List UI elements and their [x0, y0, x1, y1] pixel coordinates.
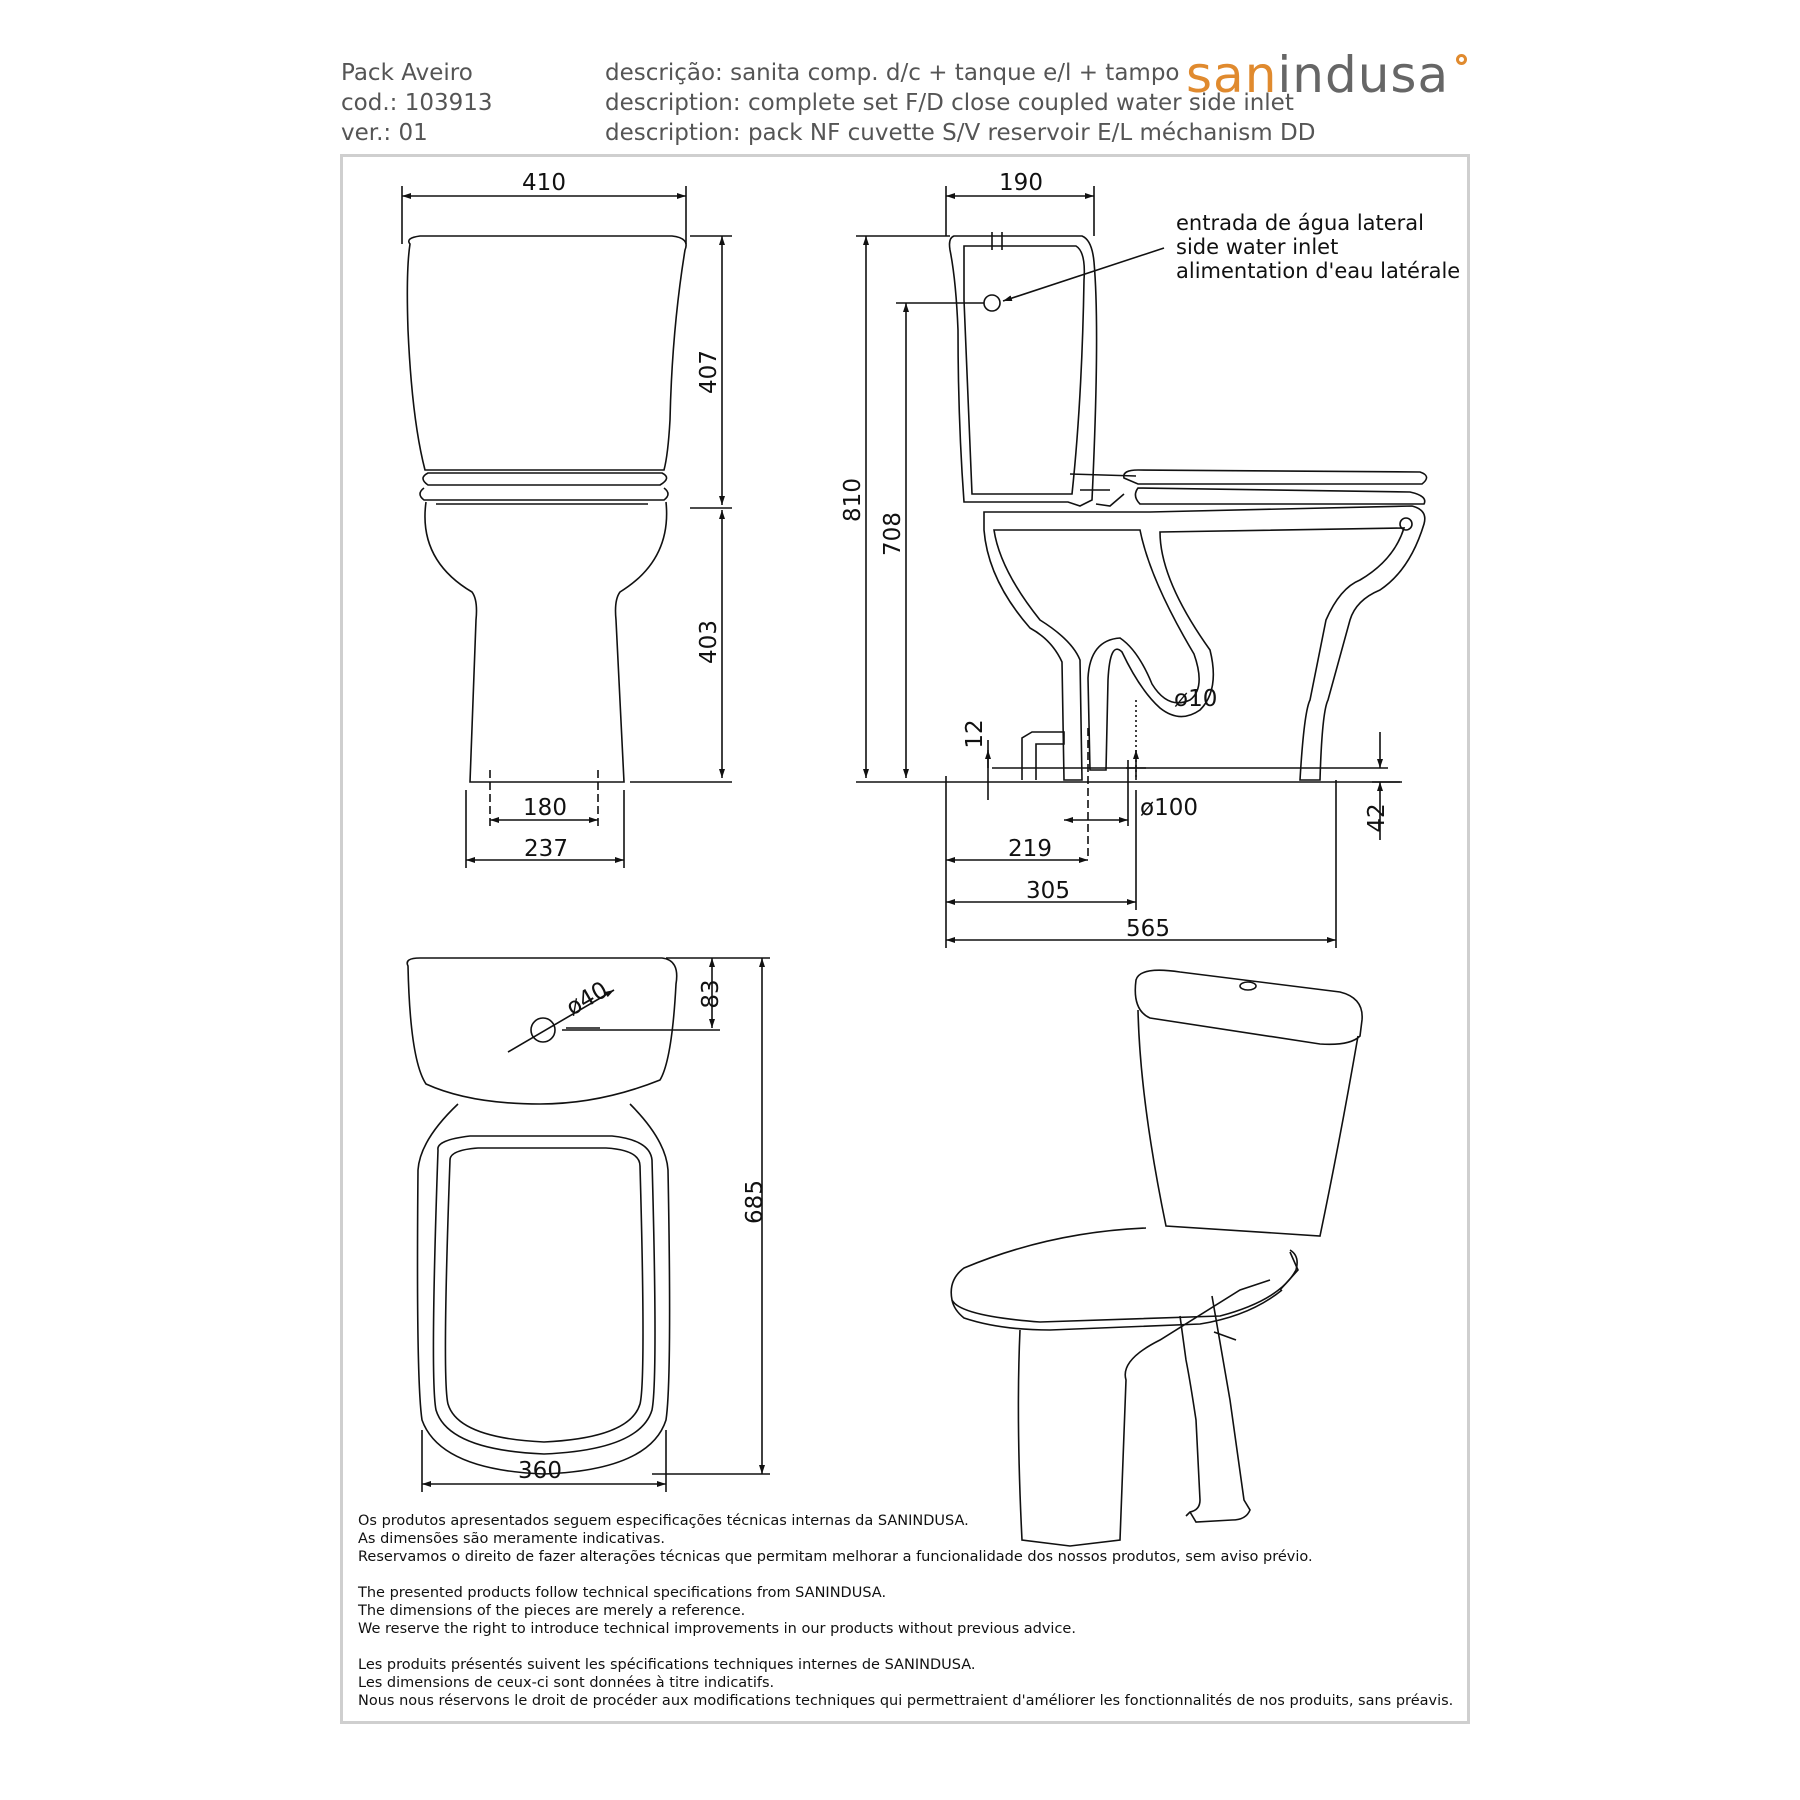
note-fr-3: Nous nous réservons le droit de procéder aux modifications techniques qui permettraient d'améliorer les fonctionnalités de nos produits, sans préavis. — [358, 1693, 1454, 1709]
note-pt-3: Reservamos o direito de fazer alterações técnicas que permitam melhorar a funcionalidade dos nossos produtos, sem aviso prévio. — [358, 1549, 1313, 1565]
dim-top-total-length: 685 — [742, 1180, 768, 1224]
dim-front-width: 410 — [522, 170, 566, 196]
persp-seat — [951, 1228, 1297, 1322]
notes-pt — [358, 1512, 1453, 1566]
note-pt-1: Os produtos apresentados seguem especificações técnicas internas da SANINDUSA. — [358, 1513, 969, 1529]
disclaimer-notes — [358, 1512, 1453, 1728]
dim-top-hole-diameter: ø40 — [562, 977, 613, 1022]
note-en-2: The dimensions of the pieces are merely a reference. — [358, 1603, 746, 1619]
dim-side-floor-offset: 42 — [1364, 803, 1390, 833]
note-fr-1: Les produits présentés suivent les spécifications techniques internes de SANINDUSA. — [358, 1657, 976, 1673]
dim-top-width: 360 — [518, 1458, 562, 1484]
dim-front-foot-outer: 237 — [524, 836, 568, 862]
product-version: ver.: 01 — [341, 120, 428, 146]
notes-en — [358, 1584, 1453, 1638]
description-en: description: complete set F/D close coupled water side inlet — [605, 90, 1294, 116]
dim-side-total-depth: 565 — [1126, 916, 1170, 942]
dim-front-tank-height: 407 — [696, 350, 722, 394]
product-code: cod.: 103913 — [341, 90, 493, 116]
front-view — [402, 186, 732, 868]
top-tank-outline — [407, 958, 677, 1104]
dim-side-outlet-diameter: ø100 — [1140, 795, 1198, 821]
front-seat-edge — [423, 473, 667, 485]
sanindusa-logo: sanindusa — [1186, 46, 1449, 104]
top-view-labels — [518, 977, 768, 1484]
description-pt: descrição: sanita comp. d/c + tanque e/l + tampo — [605, 60, 1180, 86]
dim-side-tank-depth: 190 — [999, 170, 1043, 196]
note-en-3: We reserve the right to introduce technical improvements in our products without previous advice. — [358, 1621, 1076, 1637]
inlet-label-fr: alimentation d'eau latérale — [1176, 259, 1461, 283]
perspective-view — [951, 970, 1362, 1546]
dim-top-hole-offset: 83 — [698, 979, 724, 1009]
notes-fr — [358, 1656, 1453, 1710]
inlet-label-pt: entrada de água lateral — [1176, 211, 1425, 235]
note-fr-2: Les dimensions de ceux-ci sont données à titre indicatifs. — [358, 1675, 775, 1691]
top-flush-hole — [531, 1018, 555, 1042]
side-bowl-outline — [984, 506, 1425, 780]
side-view-labels — [840, 170, 1460, 942]
dim-side-pipe-diameter: ø10 — [1174, 686, 1218, 712]
side-view — [856, 186, 1427, 948]
front-tank-outline — [407, 236, 686, 470]
side-seat-lid — [1124, 470, 1427, 484]
dim-side-219: 219 — [1008, 836, 1052, 862]
note-en-1: The presented products follow technical specifications from SANINDUSA. — [358, 1585, 887, 1601]
dim-front-foot-inner: 180 — [523, 795, 567, 821]
description-fr: description: pack NF cuvette S/V reservoir E/L méchanism DD — [605, 120, 1316, 146]
inlet-label-en: side water inlet — [1176, 235, 1339, 259]
front-view-labels — [522, 170, 722, 862]
dim-side-305: 305 — [1026, 878, 1070, 904]
front-pedestal-outline — [425, 502, 667, 782]
dim-front-bowl-height: 403 — [696, 620, 722, 664]
product-name: Pack Aveiro — [341, 60, 473, 86]
top-view — [407, 958, 770, 1492]
note-pt-2: As dimensões são meramente indicativas. — [358, 1531, 665, 1547]
dim-side-foot-height: 12 — [962, 719, 988, 749]
dim-side-total-height: 810 — [840, 478, 866, 522]
dim-side-inlet-height: 708 — [880, 512, 906, 556]
side-inlet-hole — [984, 295, 1000, 311]
